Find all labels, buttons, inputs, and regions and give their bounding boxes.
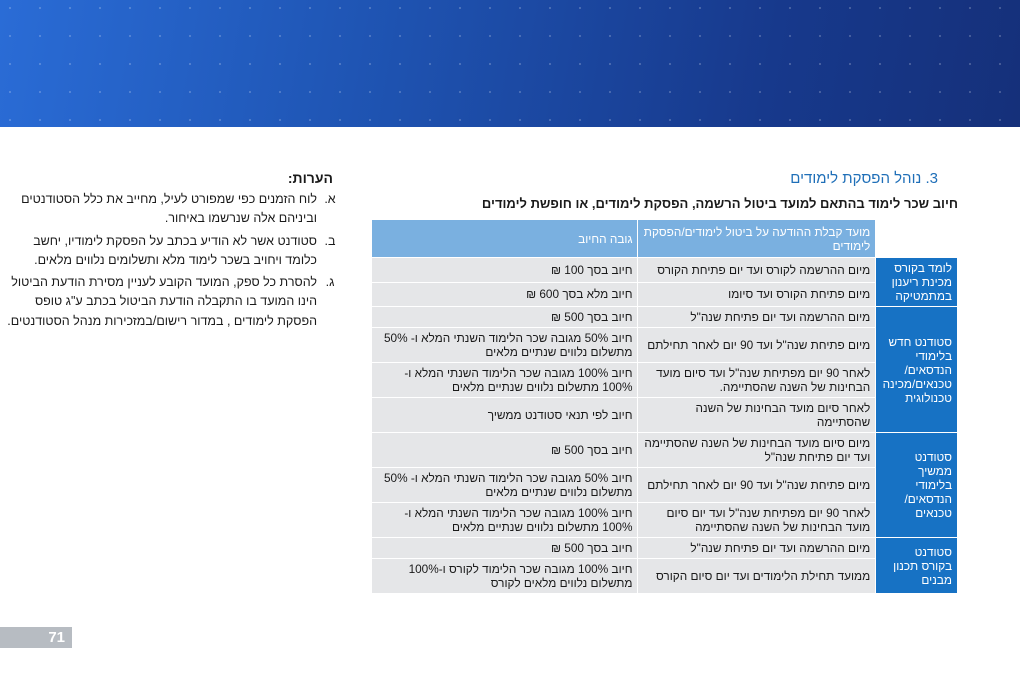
table-row	[372, 282, 958, 307]
timing-cell: לאחר 90 יום מפתיחת שנה"ל ועד סיום מועד הבחינות של השנה שהסתיימה.	[638, 363, 876, 398]
banner-dot	[489, 7, 491, 9]
banner-dot	[399, 35, 401, 37]
banner-dot	[849, 63, 851, 65]
table-row	[372, 398, 958, 433]
banner-dot	[519, 119, 521, 121]
banner-dot	[309, 119, 311, 121]
banner-dot	[849, 119, 851, 121]
banner-dot	[69, 63, 71, 65]
banner-dot	[759, 7, 761, 9]
notes-section	[0, 170, 339, 334]
banner-dot	[819, 91, 821, 93]
timing-cell: מיום ההרשמה ועד יום פתיחת שנה"ל	[638, 307, 876, 328]
banner-dot	[549, 91, 551, 93]
banner-dot	[429, 119, 431, 121]
banner-dot	[579, 63, 581, 65]
banner-dot	[159, 35, 161, 37]
banner-dot	[159, 7, 161, 9]
timing-cell: מיום פתיחת הקורס ועד סיומו	[638, 282, 876, 307]
banner-dot	[939, 35, 941, 37]
banner-dot	[759, 91, 761, 93]
banner-dot	[639, 35, 641, 37]
banner-dot	[129, 7, 131, 9]
note-item	[0, 190, 339, 229]
banner-dot	[969, 63, 971, 65]
banner-dot	[189, 7, 191, 9]
banner-dot	[639, 7, 641, 9]
banner-dot	[849, 91, 851, 93]
row-group-label: לומד בקורס מכינת ריענון במתמטיקה	[876, 258, 958, 307]
banner-dot	[429, 91, 431, 93]
banner-dot	[189, 91, 191, 93]
banner-dot	[459, 35, 461, 37]
banner-dot	[699, 7, 701, 9]
banner-dot	[819, 119, 821, 121]
banner-dot	[69, 91, 71, 93]
banner-dot	[99, 7, 101, 9]
timing-cell: מיום ההרשמה לקורס ועד יום פתיחת הקורס	[638, 258, 876, 283]
banner-dot	[999, 91, 1001, 93]
banner-dot	[309, 7, 311, 9]
banner-dot	[339, 119, 341, 121]
banner-dot	[459, 7, 461, 9]
banner-dot	[909, 35, 911, 37]
banner-dot	[939, 63, 941, 65]
table-row	[372, 538, 958, 559]
banner-dot	[309, 35, 311, 37]
banner-dot	[99, 35, 101, 37]
banner-dot	[609, 91, 611, 93]
table-row	[372, 307, 958, 328]
banner-dot	[459, 91, 461, 93]
banner-dot	[729, 7, 731, 9]
banner-dot	[789, 91, 791, 93]
banner-dot	[609, 35, 611, 37]
banner-dot	[669, 7, 671, 9]
banner-dot	[249, 7, 251, 9]
banner-dot	[279, 63, 281, 65]
table-body	[372, 258, 958, 594]
banner-dot	[699, 35, 701, 37]
banner-dot	[339, 91, 341, 93]
banner-dot	[369, 35, 371, 37]
section-title-text: נוהל הפסקת לימודים	[790, 170, 922, 187]
banner-dot	[639, 119, 641, 121]
banner-dot	[489, 119, 491, 121]
banner-dot	[399, 7, 401, 9]
banner-dot	[369, 7, 371, 9]
banner-dot	[909, 119, 911, 121]
charge-cell: חיוב 100% מגובה שכר הלימוד השנתי המלא ו- 100% מתשלום נלווים שנתיים מלאים	[372, 363, 638, 398]
note-item	[0, 273, 339, 331]
banner-dot	[459, 119, 461, 121]
banner-dot	[309, 91, 311, 93]
banner-dot	[699, 91, 701, 93]
banner-dot	[279, 119, 281, 121]
banner-dot	[369, 63, 371, 65]
table-header-timing: מועד קבלת ההודעה על ביטול לימודים/הפסקת לימודים	[638, 220, 876, 258]
banner-dot	[9, 35, 11, 37]
banner-dot	[909, 7, 911, 9]
banner-dot	[39, 63, 41, 65]
banner-dot	[249, 63, 251, 65]
section-number: 3.	[925, 170, 938, 187]
table-row	[372, 258, 958, 283]
banner-dot	[99, 91, 101, 93]
note-letter: א.	[324, 192, 336, 206]
charge-cell: חיוב 50% מגובה שכר הלימוד השנתי המלא ו- 50% מתשלום נלווים שנתיים מלאים	[372, 468, 638, 503]
banner-dot	[669, 35, 671, 37]
banner-dot	[639, 91, 641, 93]
banner-dot	[879, 35, 881, 37]
banner-dot	[999, 7, 1001, 9]
charge-cell: חיוב 100% מגובה שכר הלימוד לקורס ו-100% מתשלום נלווים מלאים לקורס	[372, 559, 638, 594]
banner-dot	[489, 35, 491, 37]
note-letter: ב.	[324, 233, 336, 248]
note-letter: ג.	[325, 275, 335, 290]
banner-dot	[669, 63, 671, 65]
timing-cell: מיום פתיחת שנה"ל ועד 90 יום לאחר תחילתם	[638, 468, 876, 503]
charges-table	[371, 219, 958, 594]
banner-dot	[429, 35, 431, 37]
banner-dot	[549, 119, 551, 121]
charge-cell: חיוב בסך 500 ₪	[372, 307, 638, 328]
note-text: לוח הזמנים כפי שמפורט לעיל, מחייב את כלל הסטודנטים וביניהם אלה שנרשמו באיחור.	[21, 192, 317, 226]
banner-dot	[939, 91, 941, 93]
table-row	[372, 468, 958, 503]
banner-dot	[309, 63, 311, 65]
banner-dot	[879, 7, 881, 9]
banner-dot	[759, 63, 761, 65]
banner-dot	[669, 91, 671, 93]
timing-cell: ממועד תחילת הלימודים ועד יום סיום הקורס	[638, 559, 876, 594]
banner-dot	[489, 63, 491, 65]
timing-cell: מיום ההרשמה ועד יום פתיחת שנה"ל	[638, 538, 876, 559]
banner-dot	[9, 7, 11, 9]
banner-dot	[9, 91, 11, 93]
banner-dot	[189, 63, 191, 65]
banner-dot	[189, 35, 191, 37]
banner-dot-pattern	[0, 0, 1020, 127]
banner-dot	[969, 35, 971, 37]
table-header-corner	[876, 220, 958, 258]
banner-dot	[909, 63, 911, 65]
banner-dot	[579, 91, 581, 93]
banner-dot	[399, 63, 401, 65]
banner-dot	[219, 63, 221, 65]
banner-dot	[669, 119, 671, 121]
row-group-label: סטודנט ממשיך בלימודי הנדסאים/ טכנאים	[876, 433, 958, 538]
banner-dot	[339, 63, 341, 65]
banner-dot	[789, 63, 791, 65]
row-group-label: סטודנט חדש בלימודי הנדסאים/ טכנאים/מכינה טכנולוגית	[876, 307, 958, 433]
banner-dot	[129, 63, 131, 65]
banner-dot	[639, 63, 641, 65]
note-text: להסרת כל ספק, המועד הקובע לעניין מסירת הודעת הביטול הינו המועד בו התקבלה הודעת הביטול בכתב ע"ג טופס הפסקת לימודים , במדור רישום/במזכירות מנהל הסטודנטים.	[7, 275, 317, 328]
banner-dot	[39, 91, 41, 93]
banner-dot	[729, 91, 731, 93]
banner-dot	[519, 63, 521, 65]
banner-dot	[279, 35, 281, 37]
banner-dot	[879, 119, 881, 121]
banner-dot	[369, 91, 371, 93]
banner-dot	[729, 35, 731, 37]
banner-dot	[369, 119, 371, 121]
banner-dot	[69, 119, 71, 121]
header-banner	[0, 0, 1020, 127]
banner-dot	[759, 119, 761, 121]
banner-dot	[969, 91, 971, 93]
banner-dot	[339, 35, 341, 37]
table-row	[372, 433, 958, 468]
banner-dot	[519, 7, 521, 9]
banner-dot	[759, 35, 761, 37]
table-row	[372, 559, 958, 594]
banner-dot	[789, 7, 791, 9]
timing-cell: מיום סיום מועד הבחינות של השנה שהסתיימה ועד יום פתיחת שנה"ל	[638, 433, 876, 468]
banner-dot	[699, 63, 701, 65]
banner-dot	[999, 35, 1001, 37]
banner-dot	[9, 63, 11, 65]
banner-dot	[909, 91, 911, 93]
banner-dot	[939, 119, 941, 121]
banner-dot	[159, 119, 161, 121]
banner-dot	[39, 35, 41, 37]
charge-cell: חיוב בסך 500 ₪	[372, 433, 638, 468]
banner-dot	[999, 63, 1001, 65]
banner-dot	[999, 119, 1001, 121]
banner-dot	[879, 63, 881, 65]
banner-dot	[549, 35, 551, 37]
banner-dot	[249, 91, 251, 93]
charge-cell: חיוב לפי תנאי סטודנט ממשיך	[372, 398, 638, 433]
note-item	[0, 232, 339, 271]
banner-dot	[849, 35, 851, 37]
charge-cell: חיוב בסך 500 ₪	[372, 538, 638, 559]
charge-cell: חיוב 50% מגובה שכר הלימוד השנתי המלא ו- 50% מתשלום נלווים שנתיים מלאים	[372, 328, 638, 363]
banner-dot	[219, 7, 221, 9]
banner-dot	[579, 7, 581, 9]
banner-dot	[819, 63, 821, 65]
banner-dot	[789, 119, 791, 121]
banner-dot	[279, 7, 281, 9]
table-row	[372, 503, 958, 538]
banner-dot	[159, 63, 161, 65]
banner-dot	[39, 7, 41, 9]
timing-cell: לאחר 90 יום מפתיחת שנה"ל ועד יום סיום מועד הבחינות של השנה שהסתיימה	[638, 503, 876, 538]
banner-dot	[69, 7, 71, 9]
banner-dot	[549, 63, 551, 65]
banner-dot	[729, 63, 731, 65]
banner-dot	[849, 7, 851, 9]
banner-dot	[69, 35, 71, 37]
banner-dot	[99, 119, 101, 121]
table-header-charge: גובה החיוב	[372, 220, 638, 258]
banner-dot	[579, 119, 581, 121]
page-number: 71	[0, 627, 72, 648]
banner-dot	[219, 119, 221, 121]
banner-dot	[459, 63, 461, 65]
banner-dot	[279, 91, 281, 93]
banner-dot	[609, 7, 611, 9]
timing-cell: לאחר סיום מועד הבחינות של השנה שהסתיימה	[638, 398, 876, 433]
banner-dot	[249, 119, 251, 121]
section-title	[790, 170, 938, 187]
banner-dot	[969, 119, 971, 121]
charge-cell: חיוב מלא בסך 600 ₪	[372, 282, 638, 307]
banner-dot	[249, 35, 251, 37]
banner-dot	[399, 91, 401, 93]
banner-dot	[219, 91, 221, 93]
banner-dot	[39, 119, 41, 121]
banner-dot	[519, 35, 521, 37]
banner-dot	[159, 91, 161, 93]
table-header-row	[372, 220, 958, 258]
banner-dot	[729, 119, 731, 121]
banner-dot	[549, 7, 551, 9]
banner-dot	[879, 91, 881, 93]
section-subtitle: חיוב שכר לימוד בהתאם למועד ביטול הרשמה, הפסקת לימודים, או חופשת לימודים	[481, 196, 958, 211]
banner-dot	[129, 35, 131, 37]
banner-dot	[939, 7, 941, 9]
banner-dot	[429, 63, 431, 65]
banner-dot	[969, 7, 971, 9]
charge-cell: חיוב 100% מגובה שכר הלימוד השנתי המלא ו- 100% מתשלום נלווים שנתיים מלאים	[372, 503, 638, 538]
table-row	[372, 363, 958, 398]
banner-dot	[429, 7, 431, 9]
banner-dot	[99, 63, 101, 65]
banner-dot	[819, 35, 821, 37]
banner-dot	[9, 119, 11, 121]
banner-dot	[189, 119, 191, 121]
banner-dot	[489, 91, 491, 93]
row-group-label: סטודנט בקורס תכנון מבנים	[876, 538, 958, 594]
charge-cell: חיוב בסך 100 ₪	[372, 258, 638, 283]
banner-dot	[339, 7, 341, 9]
banner-dot	[699, 119, 701, 121]
banner-dot	[399, 119, 401, 121]
banner-dot	[219, 35, 221, 37]
notes-title: הערות:	[287, 170, 333, 186]
timing-cell: מיום פתיחת שנה"ל ועד 90 יום לאחר תחילתם	[638, 328, 876, 363]
banner-dot	[129, 91, 131, 93]
banner-dot	[129, 119, 131, 121]
banner-dot	[789, 35, 791, 37]
banner-dot	[609, 119, 611, 121]
table-row	[372, 328, 958, 363]
note-text: סטודנט אשר לא הודיע בכתב על הפסקת לימודיו, יחשב כלומד ויחויב בשכר לימוד מלא ותשלומים נלווים מלאים.	[33, 233, 317, 267]
banner-dot	[609, 63, 611, 65]
banner-dot	[519, 91, 521, 93]
banner-dot	[579, 35, 581, 37]
banner-dot	[819, 7, 821, 9]
